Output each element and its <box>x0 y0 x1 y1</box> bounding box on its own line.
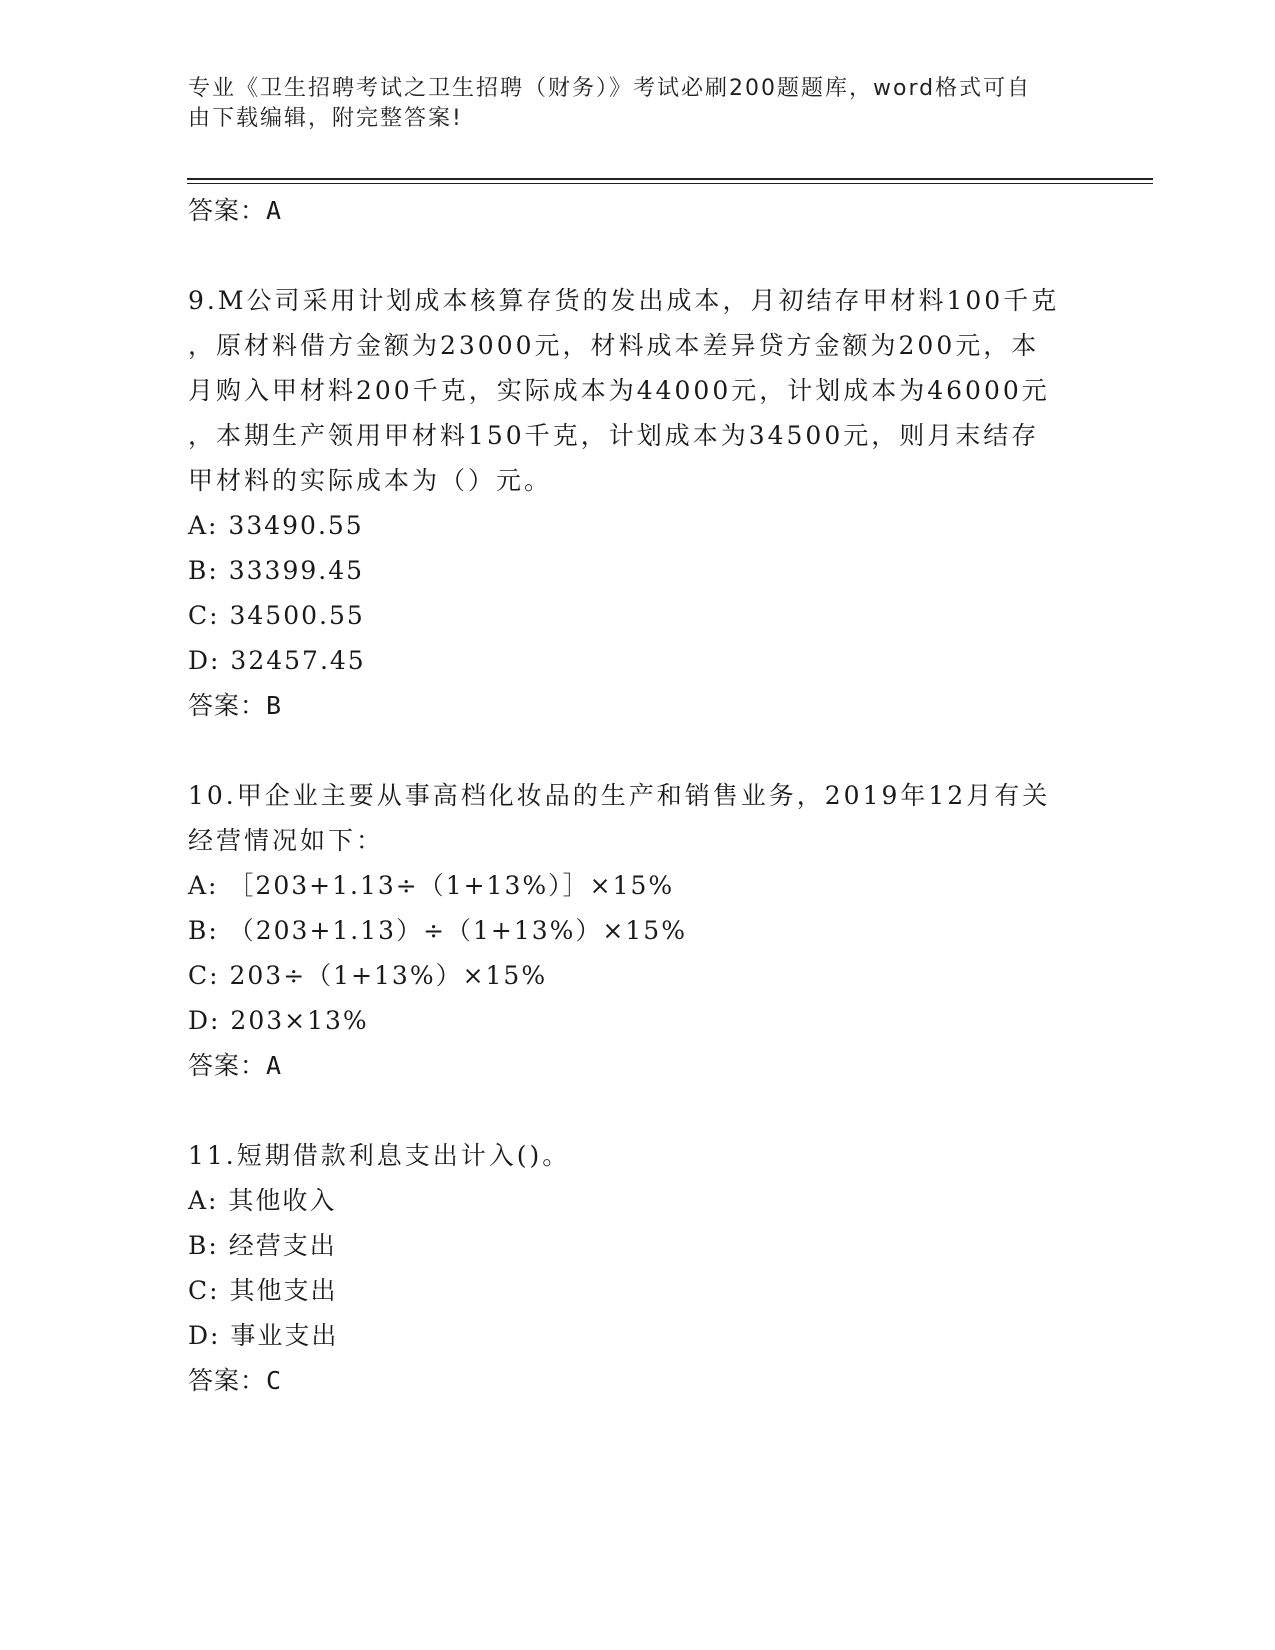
question-block <box>188 1133 1088 1403</box>
header-divider-thin <box>187 183 1153 184</box>
header-line-1: 专业《卫生招聘考试之卫生招聘（财务）》考试必刷200题题库，word格式可自 <box>188 76 1032 101</box>
answer-line <box>188 683 1088 728</box>
question-line: 11.短期借款利息支出计入()。 <box>188 1141 571 1170</box>
question-line: ，本期生产领用甲材料150千克，计划成本为34500元，则月末结存 <box>188 421 1040 450</box>
option-d: D: 203×13% <box>188 1006 369 1035</box>
answer-value: C <box>266 1366 283 1395</box>
answer-label: 答案： <box>188 691 267 720</box>
header-line-2: 由下载编辑，附完整答案! <box>188 106 463 131</box>
option-c: C: 34500.55 <box>188 601 365 630</box>
question-text <box>188 278 1088 503</box>
option-c: C: 203÷（1+13%）×15% <box>188 961 548 990</box>
question-text <box>188 1133 1088 1178</box>
spacer <box>188 728 1088 773</box>
answer-line <box>188 1358 1088 1403</box>
answer-label: 答案： <box>188 196 267 225</box>
option-c: C: 其他支出 <box>188 1276 338 1305</box>
option-b: B: 33399.45 <box>188 556 365 585</box>
spacer <box>188 233 1088 278</box>
option-b: B: 经营支出 <box>188 1231 337 1260</box>
answer-value: B <box>266 691 283 720</box>
answer-label: 答案： <box>188 1051 267 1080</box>
document-body <box>188 188 1088 1403</box>
answer-value: A <box>266 196 283 225</box>
answer-value: A <box>266 1051 283 1080</box>
header-divider-thick <box>187 178 1153 180</box>
answer-line <box>188 188 1088 233</box>
option-d: D: 事业支出 <box>188 1321 339 1350</box>
option-d: D: 32457.45 <box>188 646 366 675</box>
question-block <box>188 278 1088 728</box>
question-line: 9.M公司采用计划成本核算存货的发出成本，月初结存甲材料100千克 <box>188 286 1060 315</box>
answer-label: 答案： <box>188 1366 267 1395</box>
option-b: B: （203+1.13）÷（1+13%）×15% <box>188 916 687 945</box>
option-a: A: ［203+1.13÷（1+13%）］×15% <box>188 871 675 900</box>
question-line: ，原材料借方金额为23000元，材料成本差异贷方金额为200元，本 <box>188 331 1040 360</box>
option-a: A: 其他收入 <box>188 1186 337 1215</box>
spacer <box>188 1088 1088 1133</box>
question-text <box>188 773 1088 863</box>
page-header <box>188 74 1088 134</box>
question-line: 经营情况如下： <box>188 826 385 855</box>
answer-line <box>188 1043 1088 1088</box>
question-line: 10.甲企业主要从事高档化妆品的生产和销售业务，2019年12月有关 <box>188 781 1051 810</box>
option-a: A: 33490.55 <box>188 511 364 540</box>
question-line: 月购入甲材料200千克，实际成本为44000元，计划成本为46000元 <box>188 376 1050 405</box>
question-block <box>188 773 1088 1088</box>
question-line: 甲材料的实际成本为（）元。 <box>188 466 553 495</box>
